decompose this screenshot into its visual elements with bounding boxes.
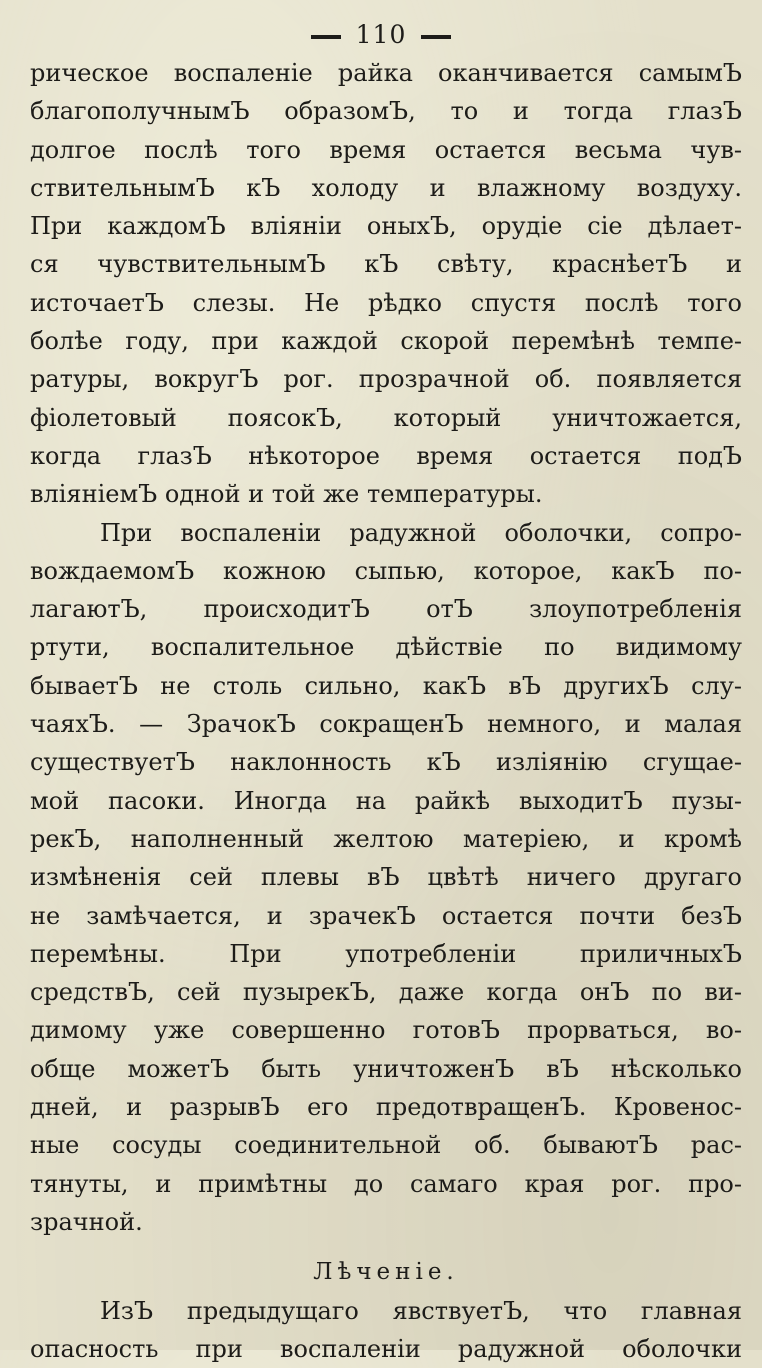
text-line: обще можетЪ быть уничтоженЪ вЪ нѣсколько: [30, 1050, 742, 1088]
text-line: тянуты, и примѣтны до самаго края рог. про-: [30, 1165, 742, 1203]
text-line: измѣненія сей плевы вЪ цвѣтѣ ничего другаго: [30, 858, 742, 896]
text-line: ные сосуды соединительной об. бываютЪ рас-: [30, 1126, 742, 1164]
text-line: не замѣчается, и зрачекЪ остается почти безЪ: [30, 897, 742, 935]
paragraph-3: [30, 1292, 742, 1368]
text-line: При каждомЪ вліяніи оныхЪ, орудіе сіе дѣлает-: [30, 207, 742, 245]
text-line: бываетЪ не столь сильно, какЪ вЪ другихЪ слу-: [30, 667, 742, 705]
text-line: долгое послѣ того время остается весьма чув-: [30, 131, 742, 169]
text-line: средствЪ, сей пузырекЪ, даже когда онЪ по ви-: [30, 973, 742, 1011]
text-line: чаяхЪ. — ЗрачокЪ сокращенЪ немного, и малая: [30, 705, 742, 743]
text-line: рическое воспаленіе райка оканчивается самымЪ: [30, 54, 742, 92]
paragraph-2: [30, 514, 742, 1242]
text-line: фіолетовый поясокЪ, который уничтожается,: [30, 399, 742, 437]
page-number: 110: [356, 20, 407, 49]
text-line: перемѣны. При употребленіи приличныхЪ: [30, 935, 742, 973]
text-line: При воспаленіи радужной оболочки, сопро-: [30, 514, 742, 552]
text-line: зрачной.: [30, 1203, 742, 1241]
text-line: благополучнымЪ образомЪ, то и тогда глазЪ: [30, 92, 742, 130]
text-line: опасность при воспаленіи радужной оболочки: [30, 1330, 742, 1368]
text-line: существуетЪ наклонность кЪ изліянію сгущае-: [30, 743, 742, 781]
text-line: лагаютЪ, происходитЪ отЪ злоупотребленія: [30, 590, 742, 628]
page-header: [0, 18, 762, 52]
header-dash-left: [311, 35, 341, 39]
text-line: рекЪ, наполненный желтою матеріею, и кромѣ: [30, 820, 742, 858]
text-line: вождаемомЪ кожною сыпью, которое, какЪ по-: [30, 552, 742, 590]
header-dash-right: [421, 35, 451, 39]
paragraph-1: [30, 54, 742, 514]
text-line: мой пасоки. Иногда на райкѣ выходитЪ пузы-: [30, 782, 742, 820]
text-line: ИзЪ предыдущаго явствуетЪ, что главная: [30, 1292, 742, 1330]
text-line: болѣе году, при каждой скорой перемѣнѣ темпе-: [30, 322, 742, 360]
text-line: ся чувствительнымЪ кЪ свѣту, краснѣетЪ и: [30, 245, 742, 283]
text-line: когда глазЪ нѣкоторое время остается подЪ: [30, 437, 742, 475]
body-text: [30, 54, 742, 1368]
text-line: ратуры, вокругЪ рог. прозрачной об. появляется: [30, 360, 742, 398]
text-line: дней, и разрывЪ его предотвращенЪ. Кровенос-: [30, 1088, 742, 1126]
text-line: ртути, воспалительное дѣйствіе по видимому: [30, 628, 742, 666]
section-heading: Лѣченіе.: [30, 1253, 742, 1291]
text-line: вліяніемЪ одной и той же температуры.: [30, 475, 742, 513]
text-line: димому уже совершенно готовЪ прорваться, во-: [30, 1011, 742, 1049]
text-line: источаетЪ слезы. Не рѣдко спустя послѣ того: [30, 284, 742, 322]
text-line: ствительнымЪ кЪ холоду и влажному воздуху.: [30, 169, 742, 207]
